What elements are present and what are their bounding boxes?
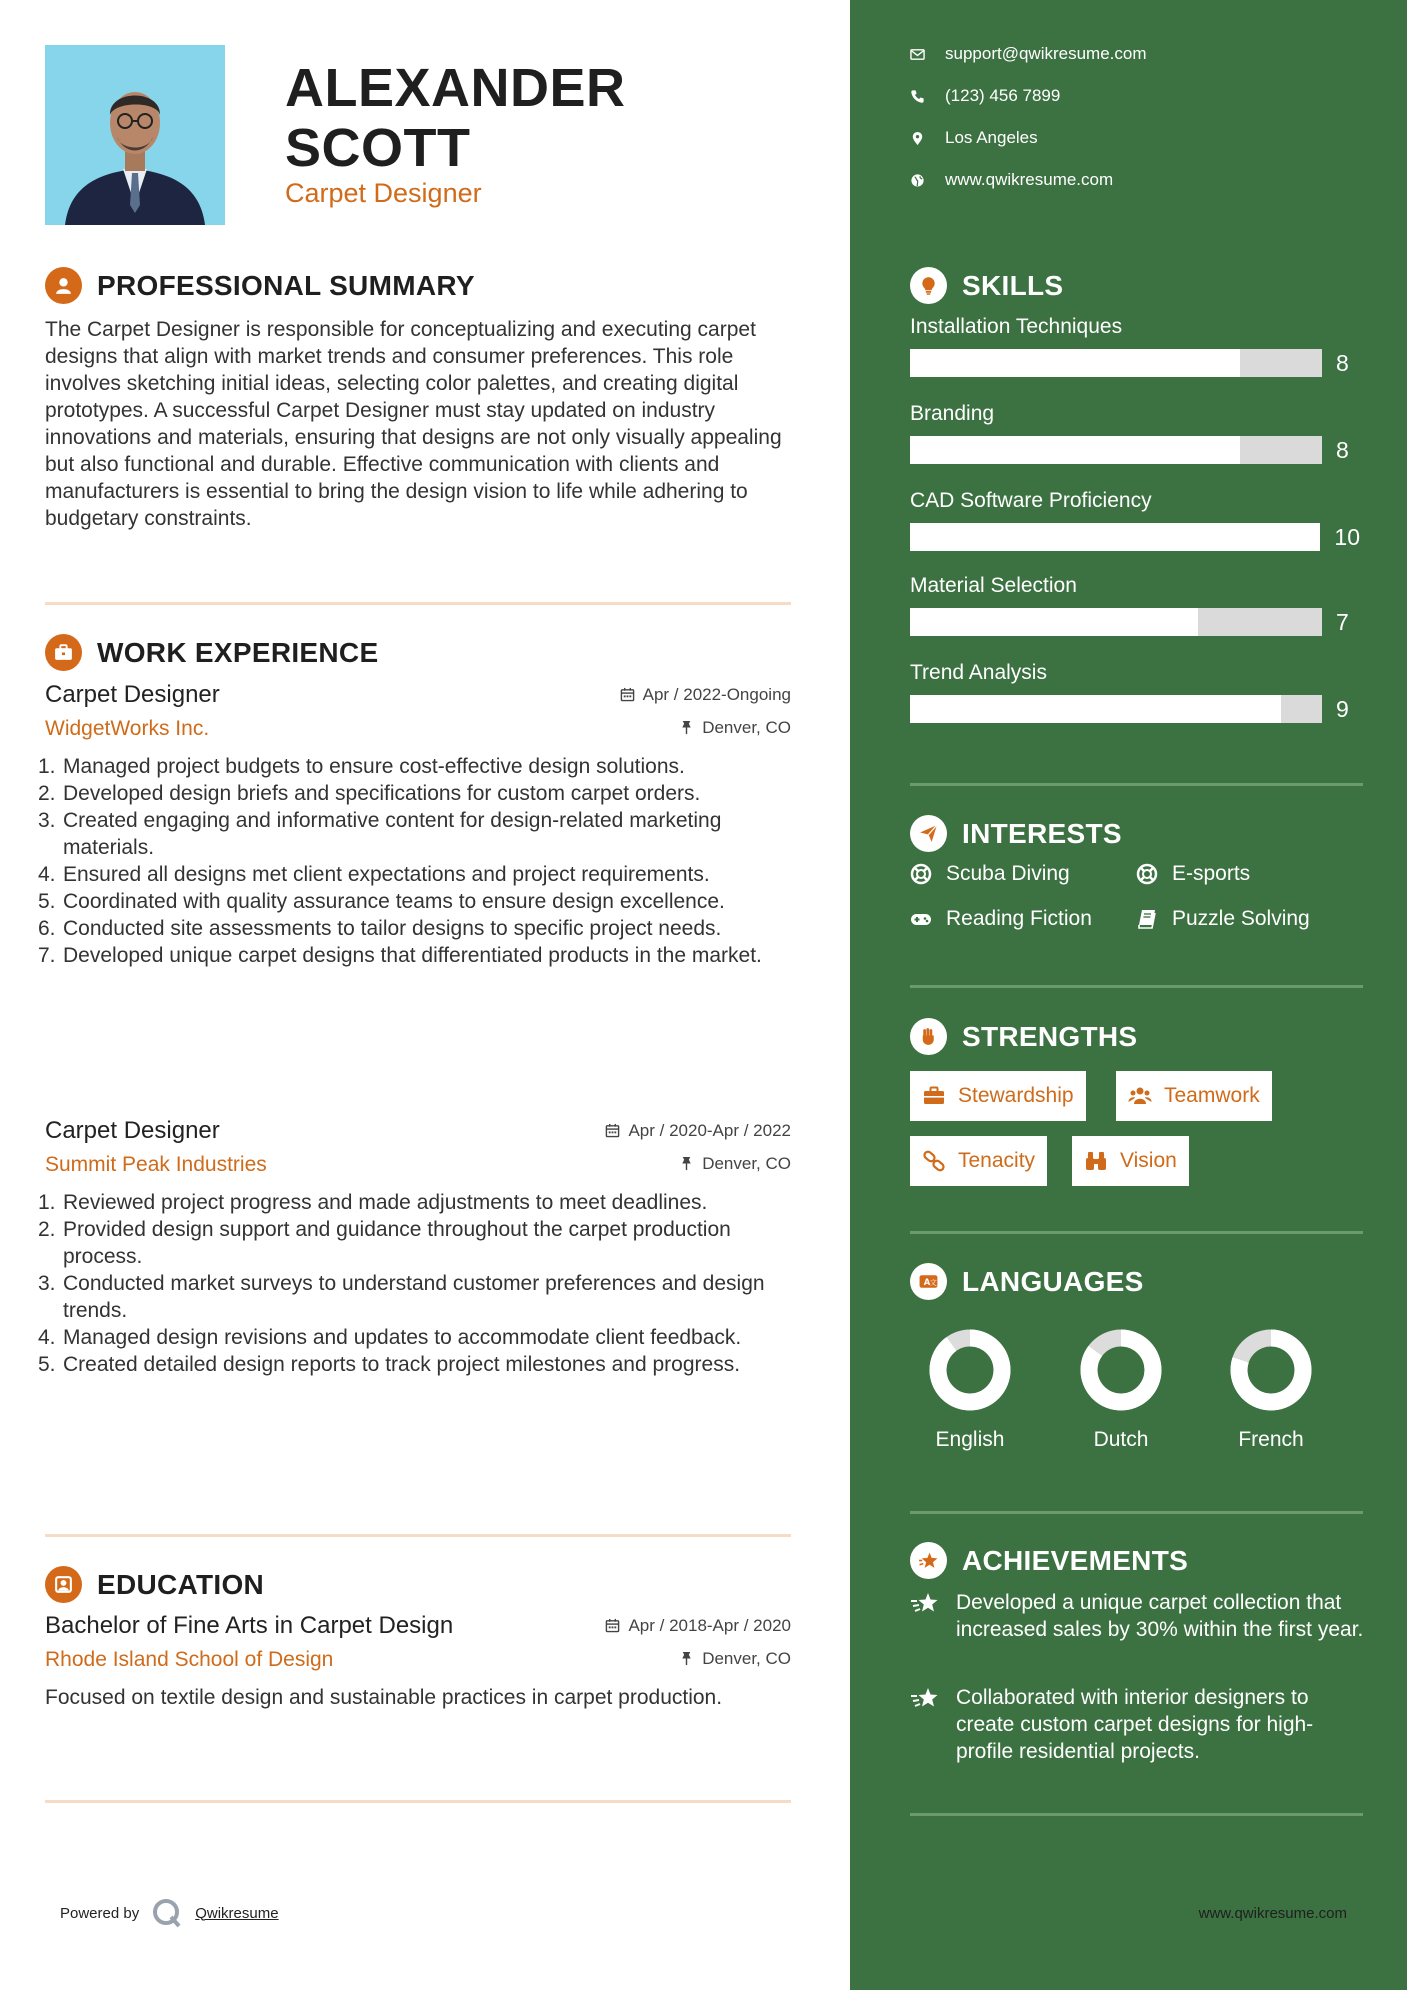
list-text: Developed design briefs and specifications for custom carpet orders. bbox=[63, 782, 701, 805]
users-icon bbox=[1128, 1084, 1152, 1108]
list-item bbox=[38, 807, 791, 861]
translate-icon bbox=[910, 1263, 947, 1300]
interest-label: Puzzle Solving bbox=[1172, 907, 1310, 930]
strength-chip bbox=[910, 1136, 1047, 1186]
life-ring-icon bbox=[910, 863, 932, 885]
languages-title: LANGUAGES bbox=[962, 1265, 1144, 1297]
list-number: 4. bbox=[38, 1326, 56, 1349]
language-name: French bbox=[1238, 1428, 1304, 1451]
company-name: WidgetWorks Inc. bbox=[45, 717, 210, 740]
list-number: 7. bbox=[38, 944, 56, 967]
section-divider bbox=[910, 783, 1363, 786]
strength-label: Tenacity bbox=[958, 1149, 1036, 1172]
list-text: Created engaging and informative content for design-related marketing materials. bbox=[63, 809, 722, 859]
education-title: EDUCATION bbox=[97, 1568, 265, 1600]
skill-item bbox=[910, 574, 1360, 636]
list-text: Conducted site assessments to tailor designs to specific project needs. bbox=[63, 917, 722, 940]
list-text: Managed project budgets to ensure cost-effective design solutions. bbox=[63, 755, 685, 778]
interest-item bbox=[910, 862, 1070, 886]
responsibility-list bbox=[38, 753, 791, 969]
list-number: 3. bbox=[38, 1272, 56, 1295]
skill-bar bbox=[910, 608, 1322, 636]
position-title: Carpet Designer bbox=[45, 681, 220, 708]
star-icon bbox=[910, 1542, 947, 1579]
strength-label: Teamwork bbox=[1164, 1084, 1260, 1107]
section-divider bbox=[910, 1511, 1363, 1514]
degree-title: Bachelor of Fine Arts in Carpet Design bbox=[45, 1612, 454, 1639]
language-level-ring bbox=[928, 1328, 1012, 1412]
location-text: Denver, CO bbox=[702, 1153, 791, 1173]
skill-bar bbox=[910, 523, 1320, 551]
date-text: Apr / 2020-Apr / 2022 bbox=[628, 1120, 791, 1140]
location bbox=[679, 718, 791, 738]
location-text: Denver, CO bbox=[702, 717, 791, 737]
skills-title: SKILLS bbox=[962, 269, 1064, 301]
svg-text:A: A bbox=[923, 1277, 931, 1288]
education-heading bbox=[45, 1566, 264, 1603]
summary-text: The Carpet Designer is responsible for conceptualizing and executing carpet designs that align with market trends and consumer preferences. This role involves sketching initial ideas, selecting color palettes, and creating digital prototypes. A successful Carpet Designer must stay updated on industry innovations and materials, ensuring that designs are not only visually appealing but also functional and durable. Effective communication with clients and manufacturers is essential to bring the design vision to life while adhering to budgetary constraints. bbox=[45, 318, 782, 530]
candidate-name bbox=[285, 58, 626, 178]
position-title: Carpet Designer bbox=[45, 1117, 220, 1144]
strengths-title: STRENGTHS bbox=[962, 1020, 1138, 1052]
summary-heading bbox=[45, 267, 475, 304]
list-text: Reviewed project progress and made adjustments to meet deadlines. bbox=[63, 1191, 708, 1214]
briefcase-icon bbox=[45, 634, 82, 671]
interest-item bbox=[910, 907, 1092, 931]
shooting-star-icon bbox=[910, 1591, 940, 1617]
list-number: 1. bbox=[38, 755, 56, 778]
skill-name: Material Selection bbox=[910, 574, 1077, 597]
list-number: 1. bbox=[38, 1191, 56, 1214]
name-first: ALEXANDER bbox=[285, 58, 626, 118]
section-divider bbox=[910, 1231, 1363, 1234]
profile-photo bbox=[45, 45, 225, 225]
qwikresume-link[interactable]: Qwikresume bbox=[195, 1904, 279, 1922]
language-item bbox=[1066, 1328, 1176, 1452]
phone-icon bbox=[910, 89, 925, 104]
location-text: Los Angeles bbox=[945, 128, 1038, 147]
skills-heading bbox=[910, 267, 1063, 304]
experience-heading bbox=[45, 634, 378, 671]
language-item bbox=[915, 1328, 1025, 1452]
location-text: Denver, CO bbox=[702, 1648, 791, 1668]
skill-name: Branding bbox=[910, 402, 995, 425]
language-level-ring bbox=[1229, 1328, 1313, 1412]
achievement-text: Developed a unique carpet collection that increased sales by 30% within the first year. bbox=[956, 1591, 1364, 1641]
section-divider bbox=[45, 602, 791, 605]
strength-label: Vision bbox=[1120, 1149, 1177, 1172]
contact-phone[interactable] bbox=[910, 86, 1060, 106]
skill-bar-fill bbox=[910, 523, 1320, 551]
calendar-icon bbox=[605, 1123, 620, 1138]
qwikresume-logo-icon bbox=[151, 1897, 183, 1929]
achievements-title: ACHIEVEMENTS bbox=[962, 1544, 1189, 1576]
experience-entry bbox=[38, 681, 791, 969]
profile-photo-image bbox=[45, 45, 225, 225]
achievement-text: Collaborated with interior designers to create custom carpet designs for high-profile residential projects. bbox=[956, 1686, 1314, 1763]
skill-bar-fill bbox=[910, 695, 1281, 723]
summary-title: PROFESSIONAL SUMMARY bbox=[97, 269, 475, 301]
education-description: Focused on textile design and sustainable practices in carpet production. bbox=[45, 1686, 723, 1709]
list-text: Coordinated with quality assurance teams to ensure design excellence. bbox=[63, 890, 725, 913]
interests-title: INTERESTS bbox=[962, 817, 1122, 849]
strengths-heading bbox=[910, 1018, 1137, 1055]
list-item bbox=[38, 915, 791, 942]
skill-value: 8 bbox=[1336, 436, 1349, 463]
powered-by-label: Powered by bbox=[60, 1904, 140, 1922]
list-text: Conducted market surveys to understand customer preferences and design trends. bbox=[63, 1272, 765, 1322]
date-range bbox=[605, 1616, 791, 1636]
contact-location bbox=[910, 128, 1038, 148]
pin-icon bbox=[679, 1156, 694, 1171]
gamepad-icon bbox=[910, 908, 932, 930]
location bbox=[679, 1649, 791, 1669]
skill-bar-fill bbox=[910, 608, 1198, 636]
name-last: SCOTT bbox=[285, 118, 471, 178]
section-divider bbox=[45, 1800, 791, 1803]
list-item bbox=[38, 1351, 791, 1378]
location bbox=[679, 1154, 791, 1174]
list-number: 5. bbox=[38, 890, 56, 913]
skill-value: 10 bbox=[1334, 523, 1360, 550]
list-number: 2. bbox=[38, 782, 56, 805]
strength-chip bbox=[910, 1071, 1086, 1121]
list-number: 6. bbox=[38, 917, 56, 940]
list-item bbox=[38, 1189, 791, 1216]
email-text: support@qwikresume.com bbox=[945, 44, 1147, 63]
education-entry bbox=[45, 1612, 791, 1711]
strength-label: Stewardship bbox=[958, 1084, 1074, 1107]
list-item bbox=[38, 1216, 791, 1270]
section-divider bbox=[45, 1534, 791, 1537]
pin-icon bbox=[679, 720, 694, 735]
binoculars-icon bbox=[1084, 1149, 1108, 1173]
languages-heading bbox=[910, 1263, 1144, 1300]
strength-chip bbox=[1072, 1136, 1189, 1186]
list-item bbox=[38, 753, 791, 780]
life-ring-icon bbox=[1136, 863, 1158, 885]
section-divider bbox=[910, 1813, 1363, 1816]
contact-email[interactable] bbox=[910, 44, 1147, 64]
skill-bar bbox=[910, 695, 1322, 723]
list-text: Developed unique carpet designs that differentiated products in the market. bbox=[63, 944, 762, 967]
globe-icon bbox=[910, 173, 925, 188]
skill-item bbox=[910, 315, 1360, 377]
fist-icon bbox=[910, 1018, 947, 1055]
skill-item bbox=[910, 661, 1360, 723]
strength-chip bbox=[1116, 1071, 1272, 1121]
paper-plane-icon bbox=[910, 815, 947, 852]
experience-entry bbox=[38, 1117, 791, 1378]
list-text: Managed design revisions and updates to accommodate client feedback. bbox=[63, 1326, 742, 1349]
svg-text:文: 文 bbox=[929, 1278, 937, 1288]
date-range bbox=[620, 685, 791, 705]
job-title: Carpet Designer bbox=[285, 178, 482, 208]
footer-url[interactable]: www.qwikresume.com bbox=[1198, 1905, 1347, 1922]
responsibility-list bbox=[38, 1189, 791, 1378]
calendar-icon bbox=[605, 1618, 620, 1633]
date-range bbox=[605, 1121, 791, 1141]
lightbulb-icon bbox=[910, 267, 947, 304]
date-text: Apr / 2018-Apr / 2020 bbox=[628, 1615, 791, 1635]
link-icon bbox=[922, 1149, 946, 1173]
list-number: 5. bbox=[38, 1353, 56, 1376]
achievement-item bbox=[910, 1589, 1365, 1643]
skill-bar bbox=[910, 436, 1322, 464]
language-name: English bbox=[935, 1428, 1005, 1451]
interest-item bbox=[1136, 907, 1310, 931]
contact-website[interactable] bbox=[910, 170, 1113, 190]
section-divider bbox=[910, 985, 1363, 988]
company-name: Summit Peak Industries bbox=[45, 1153, 267, 1176]
briefcase-icon bbox=[922, 1084, 946, 1108]
powered-by bbox=[60, 1897, 279, 1929]
skill-name: Trend Analysis bbox=[910, 661, 1047, 684]
envelope-icon bbox=[910, 47, 925, 62]
school-name: Rhode Island School of Design bbox=[45, 1648, 334, 1671]
skill-value: 9 bbox=[1336, 695, 1349, 722]
pin-icon bbox=[679, 1651, 694, 1666]
language-level-ring bbox=[1079, 1328, 1163, 1412]
skill-value: 8 bbox=[1336, 349, 1349, 376]
skill-bar-fill bbox=[910, 349, 1240, 377]
list-item bbox=[38, 861, 791, 888]
list-number: 2. bbox=[38, 1218, 56, 1241]
calendar-icon bbox=[620, 687, 635, 702]
experience-title: WORK EXPERIENCE bbox=[97, 636, 379, 668]
user-icon bbox=[45, 267, 82, 304]
interest-label: Reading Fiction bbox=[946, 907, 1092, 930]
list-text: Created detailed design reports to track project milestones and progress. bbox=[63, 1353, 741, 1376]
skill-name: Installation Techniques bbox=[910, 315, 1123, 338]
list-item bbox=[38, 1324, 791, 1351]
achievements-heading bbox=[910, 1542, 1188, 1579]
interests-heading bbox=[910, 815, 1122, 852]
skill-item bbox=[910, 489, 1360, 551]
skill-name: CAD Software Proficiency bbox=[910, 489, 1152, 512]
skill-bar-fill bbox=[910, 436, 1240, 464]
shooting-star-icon bbox=[910, 1686, 940, 1712]
website-text: www.qwikresume.com bbox=[945, 170, 1114, 189]
graduate-icon bbox=[45, 1566, 82, 1603]
interest-label: Scuba Diving bbox=[946, 862, 1070, 885]
list-number: 3. bbox=[38, 809, 56, 832]
achievement-item bbox=[910, 1684, 1365, 1765]
skill-value: 7 bbox=[1336, 608, 1349, 635]
list-item bbox=[38, 1270, 791, 1324]
list-number: 4. bbox=[38, 863, 56, 886]
date-text: Apr / 2022-Ongoing bbox=[642, 684, 791, 704]
skill-item bbox=[910, 402, 1360, 464]
list-item bbox=[38, 888, 791, 915]
list-text: Ensured all designs met client expectations and project requirements. bbox=[63, 863, 710, 886]
book-icon bbox=[1136, 908, 1158, 930]
skill-bar bbox=[910, 349, 1322, 377]
language-name: Dutch bbox=[1093, 1428, 1149, 1451]
language-item bbox=[1216, 1328, 1326, 1452]
phone-text: (123) 456 7899 bbox=[945, 86, 1061, 105]
interest-item bbox=[1136, 862, 1250, 886]
list-item bbox=[38, 780, 791, 807]
map-marker-icon bbox=[910, 131, 925, 146]
list-text: Provided design support and guidance throughout the carpet production process. bbox=[63, 1218, 731, 1268]
list-item bbox=[38, 942, 791, 969]
interest-label: E-sports bbox=[1172, 862, 1251, 885]
